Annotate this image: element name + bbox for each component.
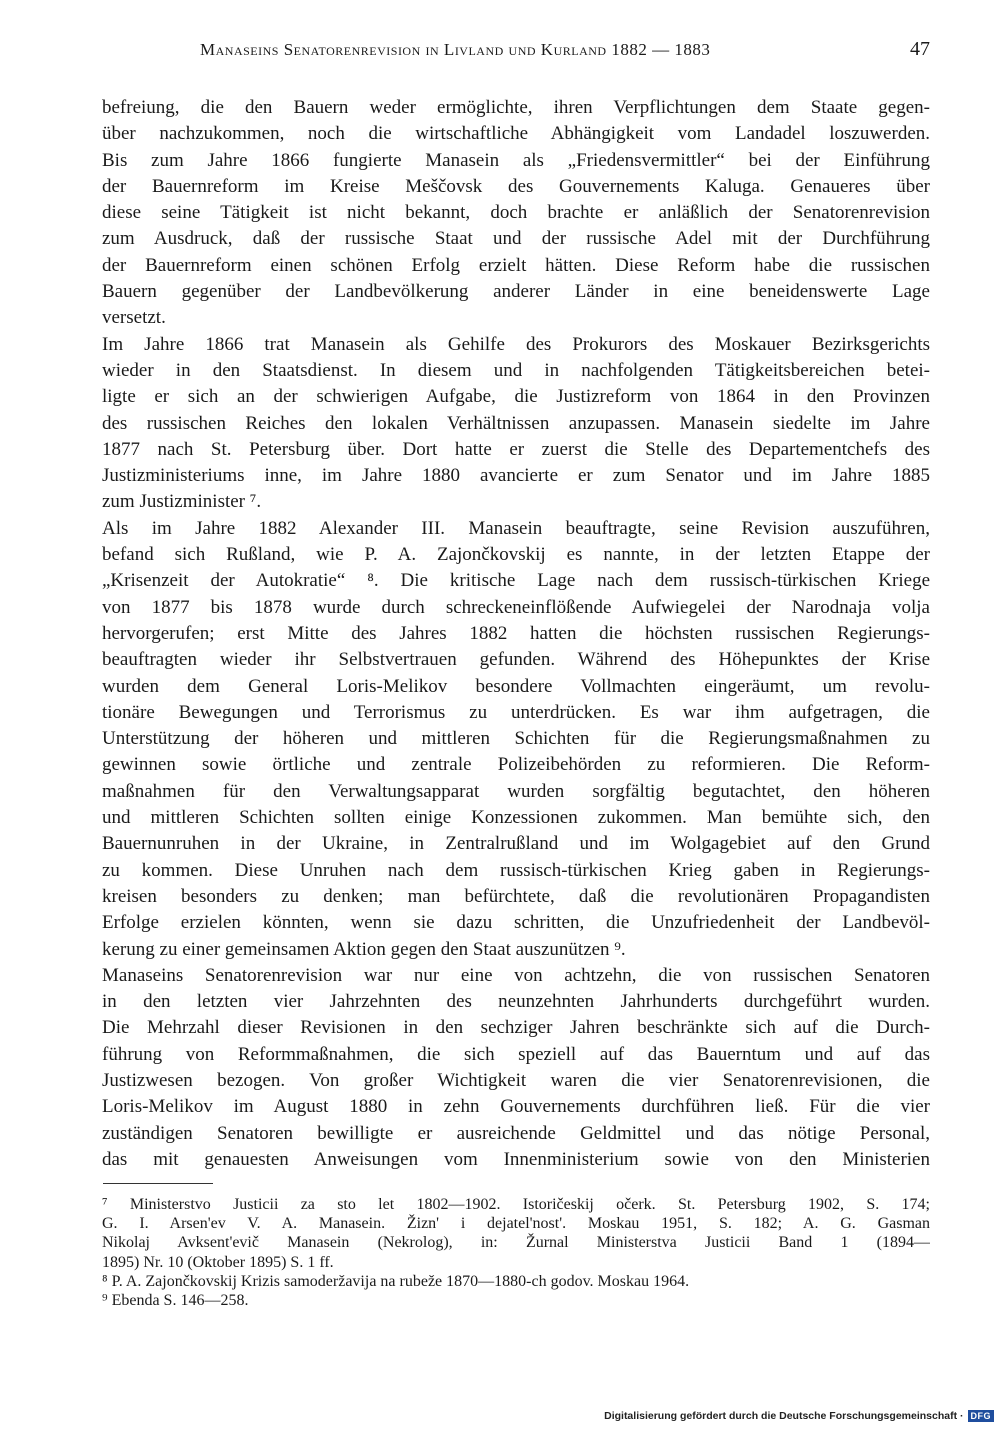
text-line: Manaseins Senatorenrevision war nur eine von achtzehn, die von russischen Senatoren xyxy=(102,964,930,986)
text-line: Unterstützung der höheren und mittleren Schichten für die Regierungsmaßnahmen zu xyxy=(102,728,930,750)
text-line: Die Mehrzahl dieser Revisionen in den sechziger Jahren beschränkte sich auf die Durch- xyxy=(102,1017,930,1039)
text-line: befand sich Rußland, wie P. A. Zajončkovskij es nannte, in der letzten Etappe der xyxy=(102,544,930,566)
text-line: des russischen Reiches den lokalen Verhältnissen anzupassen. Manasein siedelte im Jahre xyxy=(102,412,930,434)
text-line: zum Justizminister ⁷. xyxy=(102,491,262,513)
running-header xyxy=(200,40,930,70)
text-line: und mittleren Schichten sollten einige Konzessionen zukommen. Man bemühte sich, den xyxy=(102,807,930,829)
running-title: Manaseins Senatorenrevision in Livland und Kurland 1882 — 1883 xyxy=(200,40,711,59)
text-line: zu kommen. Diese Unruhen nach dem russisch-türkischen Krieg gaben in Regierungs- xyxy=(102,859,930,881)
footnote-line: G. I. Arsen'ev V. A. Manasein. Žizn' i dejatel'nost'. Moskau 1951, S. 182; A. G. Gasman xyxy=(102,1215,930,1233)
page-number: 47 xyxy=(910,38,930,60)
text-line: „Krisenzeit der Autokratie“ ⁸. Die kritische Lage nach dem russisch-türkischen Kriege xyxy=(102,570,930,592)
text-line: zum Ausdruck, daß der russische Staat und der russische Adel mit der Durchführung xyxy=(102,228,930,250)
text-line: wurden dem General Loris-Melikov besondere Vollmachten eingeräumt, um revolu- xyxy=(102,675,930,697)
text-line: Loris-Melikov im August 1880 in zehn Gouvernements durchführen ließ. Für die vier xyxy=(102,1096,930,1118)
text-line: ligte er sich an der schwierigen Aufgabe, die Justizreform von 1864 in den Provinzen xyxy=(102,386,930,408)
text-line: zuständigen Senatoren bewilligte er ausreichende Geldmittel und das nötige Personal, xyxy=(102,1122,930,1144)
footnote-divider xyxy=(103,1183,213,1184)
text-line: hervorgerufen; erst Mitte des Jahres 1882 hatten die höchsten russischen Regierungs- xyxy=(102,622,930,644)
body-text xyxy=(102,95,930,1173)
text-line: kerung zu einer gemeinsamen Aktion gegen den Staat auszunützen ⁹. xyxy=(102,938,626,960)
digitization-credit xyxy=(604,1410,994,1422)
footnote-line: Nikolaj Avksent'evič Manasein (Nekrolog), in: Žurnal Ministerstva Justicii Band 1 (1894— xyxy=(102,1234,930,1252)
text-line: in den letzten vier Jahrzehnten des neunzehnten Jahrhunderts durchgeführt wurden. xyxy=(102,991,930,1013)
text-line: befreiung, die den Bauern weder ermöglichte, ihren Verpflichtungen dem Staate gegen- xyxy=(102,97,930,118)
text-line: der Bauernreform einen schönen Erfolg erzielt hätten. Diese Reform habe die russischen xyxy=(102,254,930,276)
text-line: von 1877 bis 1878 wurde durch schreckeneinflößende Aufwiegelei der Narodnaja volja xyxy=(102,596,930,618)
text-line: Bis zum Jahre 1866 fungierte Manasein als „Friedensvermittler“ bei der Einführung xyxy=(102,149,930,171)
text-line: Justizministeriums inne, im Jahre 1880 avancierte er zum Senator und im Jahre 1885 xyxy=(102,465,930,487)
footnote-line: ⁹ Ebenda S. 146—258. xyxy=(102,1291,249,1309)
text-line: Bauern gegenüber der Landbevölkerung anderer Länder in eine beneidenswerte Lage xyxy=(102,281,930,303)
text-line: das mit genauesten Anweisungen vom Innenministerium sowie von den Ministerien xyxy=(102,1148,930,1170)
credit-text: Digitalisierung gefördert durch die Deutsche Forschungsgemeinschaft · xyxy=(604,1410,964,1422)
text-line: diese seine Tätigkeit ist nicht bekannt, doch brachte er anläßlich der Senatorenrevision xyxy=(102,202,930,224)
text-line: maßnahmen für den Verwaltungsapparat wurden sorgfältig begutachtet, den höheren xyxy=(102,780,930,802)
footnote-line: ⁷ Ministerstvo Justicii za sto let 1802—1902. Istoričeskij očerk. St. Petersburg 1902, S. 174; xyxy=(102,1196,930,1213)
text-line: Als im Jahre 1882 Alexander III. Manasein beauftragte, seine Revision auszuführen, xyxy=(102,517,930,539)
text-line: Justizwesen bezogen. Von großer Wichtigkeit waren die vier Senatorenrevisionen, die xyxy=(102,1069,930,1091)
text-line: wieder in den Staatsdienst. In diesem und in nachfolgenden Tätigkeitsbereichen betei- xyxy=(102,359,930,381)
text-line: 1877 nach St. Petersburg über. Dort hatte er zuerst die Stelle des Departementchefs des xyxy=(102,438,930,460)
text-line: versetzt. xyxy=(102,307,166,329)
footnote-line: 1895) Nr. 10 (Oktober 1895) S. 1 ff. xyxy=(102,1253,334,1271)
text-line: Bauernunruhen in der Ukraine, in Zentralrußland und im Wolgagebiet auf den Grund xyxy=(102,833,930,855)
footnote-line: ⁸ P. A. Zajončkovskij Krizis samoderžavija na rubeže 1870—1880-ch godov. Moskau 1964. xyxy=(102,1272,690,1290)
dfg-logo: DFG xyxy=(968,1410,995,1422)
text-line: kreisen besonders zu denken; man befürchtete, daß die revolutionären Propagandisten xyxy=(102,885,930,907)
text-line: über nachzukommen, noch die wirtschaftliche Abhängigkeit vom Landadel loszuwerden. xyxy=(102,123,930,145)
text-line: tionäre Bewegungen und Terrorismus zu unterdrücken. Es war ihm aufgetragen, die xyxy=(102,701,930,723)
text-line: beauftragten wieder ihr Selbstvertrauen gefunden. Während des Höhepunktes der Krise xyxy=(102,649,930,671)
text-line: der Bauernreform im Kreise Meščovsk des Gouvernements Kaluga. Genaueres über xyxy=(102,175,930,197)
text-line: führung von Reformmaßnahmen, die sich speziell auf das Bauerntum und auf das xyxy=(102,1043,930,1065)
text-line: gewinnen sowie örtliche und zentrale Polizeibehörden zu reformieren. Die Reform- xyxy=(102,754,930,776)
text-line: Erfolge erzielen könnten, wenn sie dazu schritten, die Unzufriedenheit der Landbevöl- xyxy=(102,912,930,934)
footnotes xyxy=(102,1195,930,1310)
text-line: Im Jahre 1866 trat Manasein als Gehilfe des Prokurors des Moskauer Bezirksgerichts xyxy=(102,333,930,355)
